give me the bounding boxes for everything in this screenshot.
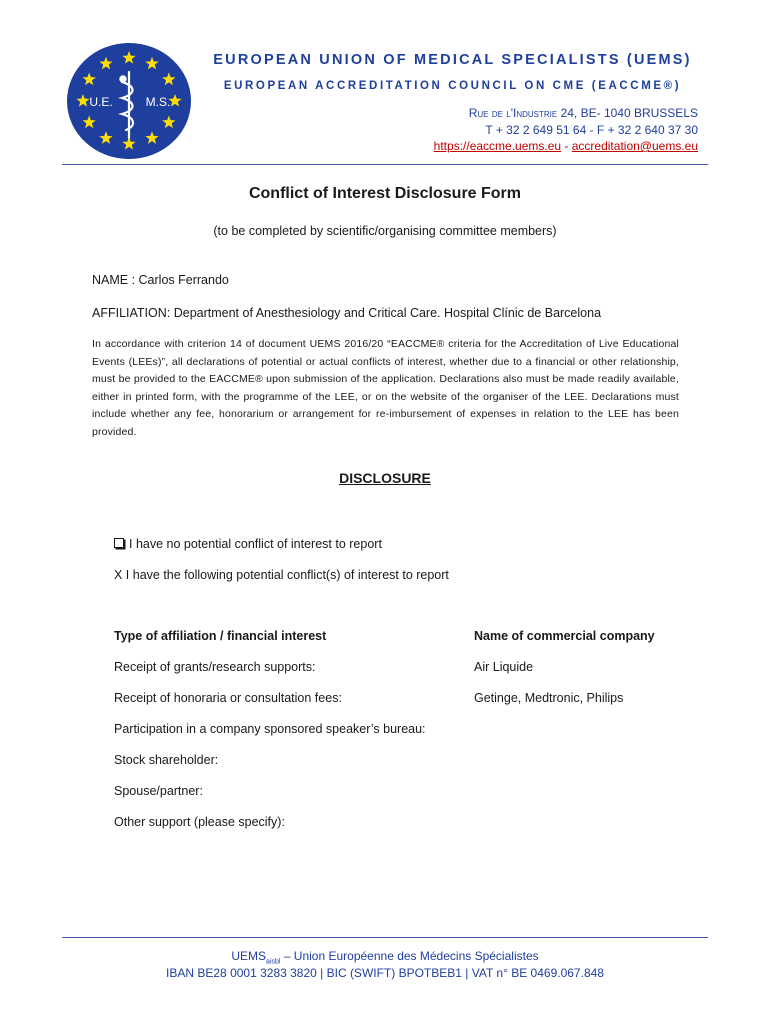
row-type-speakers-bureau: Participation in a company sponsored speaker’s bureau:: [114, 722, 426, 736]
option-no-conflict[interactable]: [114, 537, 382, 551]
address-street: [434, 105, 698, 122]
option-no-conflict-label: I have no potential conflict of interest to report: [129, 537, 382, 551]
address-block: [434, 105, 698, 155]
footer-bank-line: IBAN BE28 0001 3283 3820 | BIC (SWIFT) BPOTBEB1 | VAT n° BE 0469.067.848: [166, 966, 604, 980]
row-type-honoraria: Receipt of honoraria or consultation fees:: [114, 691, 342, 705]
phone-fax: T + 32 2 649 51 64 - F + 32 2 640 37 30: [485, 122, 698, 137]
website-link[interactable]: https://eaccme.uems.eu: [433, 139, 562, 153]
email-link[interactable]: accreditation@uems.eu: [571, 139, 698, 153]
row-company-grants: Air Liquide: [474, 660, 534, 674]
row-type-stock: Stock shareholder:: [114, 753, 219, 767]
address-street-name: Rue de l'Industrie: [468, 106, 558, 120]
table-header-company: Name of commercial company: [474, 629, 655, 643]
contact-links: [434, 138, 698, 155]
row-type-spouse: Spouse/partner:: [114, 784, 203, 798]
form-subtitle: (to be completed by scientific/organising committee members): [213, 224, 557, 238]
footer-org-sub: aisbl: [266, 958, 281, 966]
table-header-type: Type of affiliation / financial interest: [114, 629, 327, 643]
checkbox-icon[interactable]: [114, 538, 124, 548]
address-street-rest: 24, BE- 1040 BRUSSELS: [557, 106, 698, 120]
footer-org-main: UEMS: [231, 949, 267, 963]
header-divider: [62, 164, 708, 165]
logo-text-right: M.S.: [145, 95, 171, 109]
affiliation-line: AFFILIATION: Department of Anesthesiology and Critical Care. Hospital Clínic de Barcelona: [92, 306, 602, 320]
footer-org-rest: – Union Européenne des Médecins Spécialistes: [280, 949, 539, 963]
footer-org-line: [0, 949, 770, 965]
form-title: Conflict of Interest Disclosure Form: [248, 185, 522, 202]
row-type-other: Other support (please specify):: [114, 815, 285, 829]
row-company-honoraria: Getinge, Medtronic, Philips: [474, 691, 624, 705]
logo-text-left: U.E.: [89, 95, 113, 109]
option-has-conflict: X I have the following potential conflict(s) of interest to report: [114, 568, 449, 582]
uems-logo: [66, 42, 192, 160]
org-title: EUROPEAN UNION OF MEDICAL SPECIALISTS (UEMS): [213, 52, 692, 68]
row-type-grants: Receipt of grants/research supports:: [114, 660, 316, 674]
link-separator: -: [561, 139, 572, 153]
name-line: NAME : Carlos Ferrando: [92, 273, 229, 287]
disclosure-heading: DISCLOSURE: [339, 470, 431, 486]
org-subtitle: EUROPEAN ACCREDITATION COUNCIL ON CME (EACCME®): [223, 80, 682, 92]
footer-divider: [62, 937, 708, 938]
criteria-paragraph: In accordance with criterion 14 of document UEMS 2016/20 “EACCME® criteria for the Accreditation of Live Educational Events (LEEs)”, all declarations of potential or actual conflicts of interest, whether due to a financial or other relationship, must be provided to the EACCME® upon submission of the application. Declarations also must be made readily available, either in printed form, with the programme of the LEE, or on the website of the organiser of the LEE. Declarations must include whether any fee, honorarium or arrangement for re-imbursement of expenses in relation to the LEE has been provided.: [92, 338, 679, 438]
